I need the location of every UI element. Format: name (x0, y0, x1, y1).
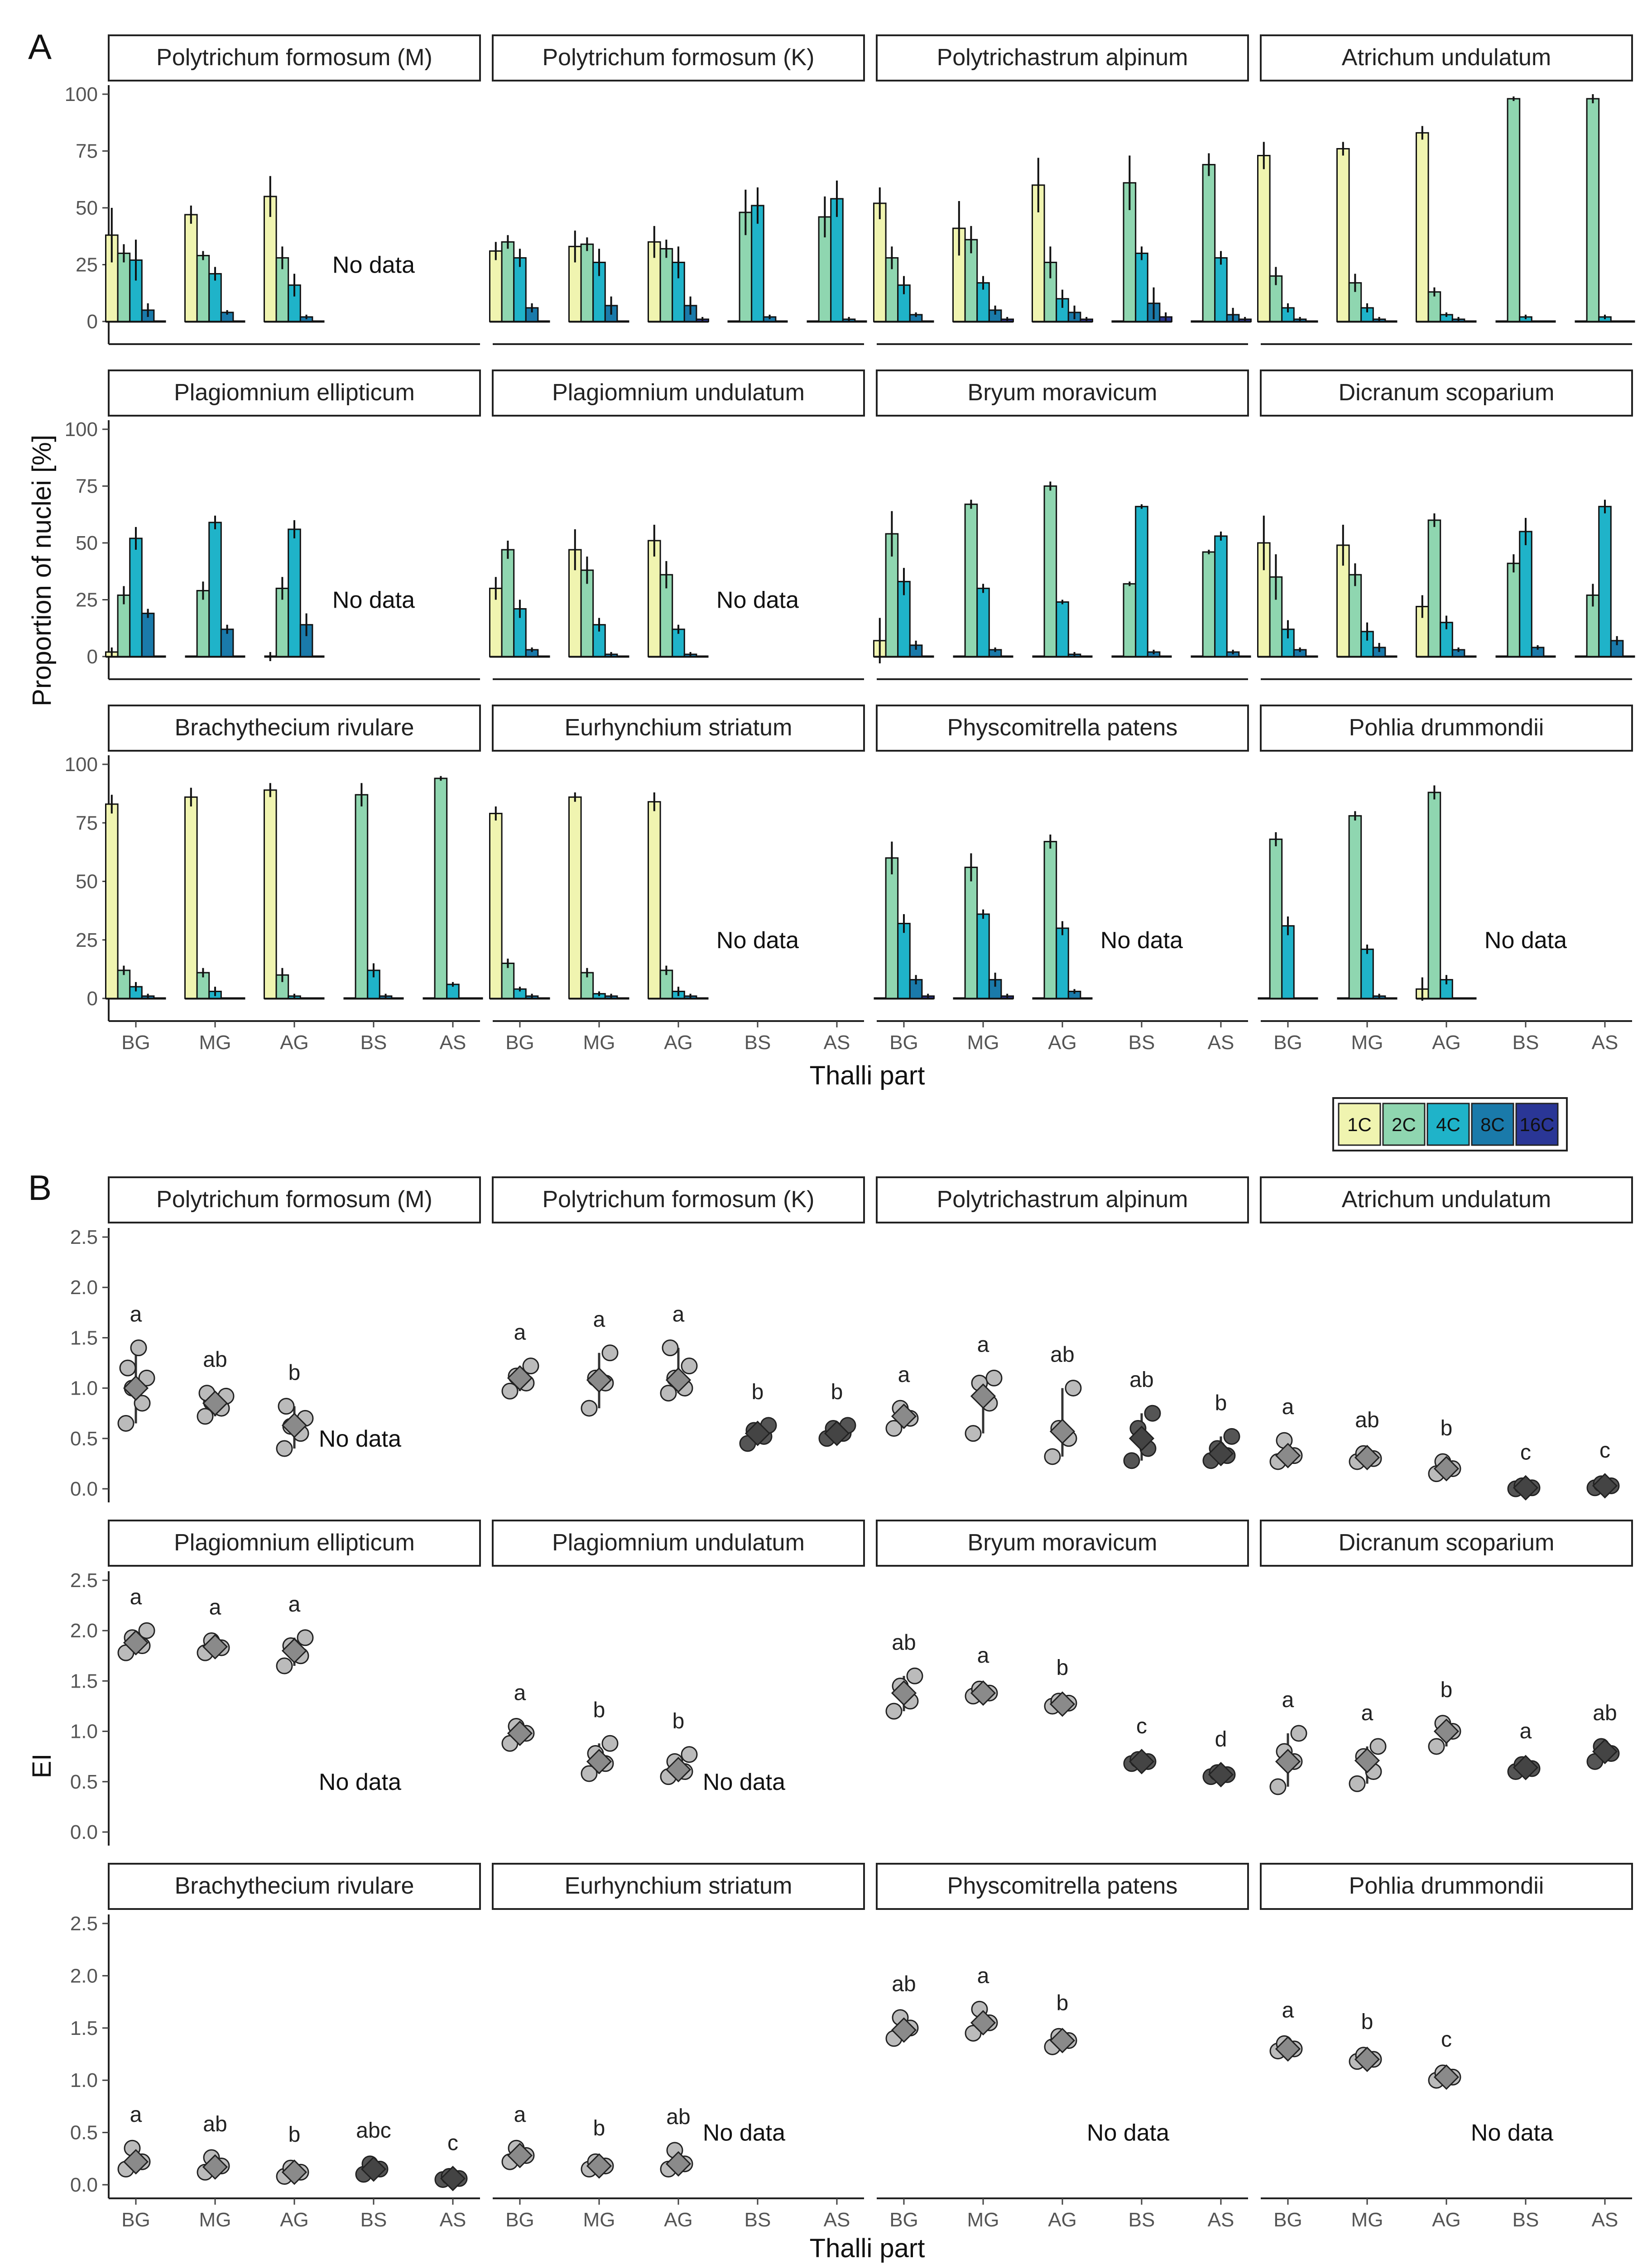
facet-a-1 (490, 35, 867, 344)
bar-1C-MG (1337, 149, 1349, 321)
x-tick-label: AS (439, 1031, 466, 1054)
data-point-MG (602, 1345, 618, 1361)
significance-letter: a (977, 1333, 989, 1357)
panel-b-y-axis-title: EI (27, 1753, 57, 1779)
data-point-AG (663, 1340, 678, 1356)
bar-2C-MG (581, 244, 593, 321)
significance-letter: b (593, 2116, 605, 2141)
facet-b-0 (70, 1177, 480, 1502)
legend-label-2C: 2C (1392, 1114, 1416, 1135)
facet-strip-title: Plagiomnium undulatum (552, 379, 805, 406)
facet-strip-title: Bryum moravicum (967, 1530, 1157, 1556)
significance-letter: b (1215, 1391, 1227, 1415)
x-tick-label: MG (583, 1031, 615, 1054)
significance-letter: a (977, 1964, 989, 1988)
y-tick-label: 100 (64, 418, 98, 441)
bar-2C-MG (197, 590, 209, 657)
significance-letter: ab (892, 1631, 916, 1655)
facet-a-11 (1258, 705, 1633, 1054)
facet-b-10 (877, 1864, 1248, 2231)
significance-letter: ab (1355, 1408, 1379, 1433)
facet-b-3 (1261, 1177, 1632, 1500)
bar-1C-MG (185, 215, 197, 321)
bar-2C-BG (502, 550, 514, 657)
facet-a-7 (1258, 370, 1635, 679)
facet-strip-title: Plagiomnium ellipticum (174, 379, 415, 406)
no-data-label: No data (1086, 2120, 1170, 2146)
y-tick-label: 75 (76, 140, 98, 163)
bar-1C-BG (490, 814, 502, 998)
significance-letter: a (977, 1644, 989, 1668)
y-tick-label: 1.5 (70, 2017, 98, 2039)
facet-strip-title: Polytrichum formosum (K) (542, 1186, 815, 1213)
significance-letter: b (751, 1380, 764, 1404)
bar-4C-MG (209, 523, 221, 657)
bar-4C-BS (1136, 507, 1148, 657)
significance-letter: b (288, 1361, 301, 1385)
bar-4C-AG (288, 529, 301, 657)
x-tick-label: MG (1351, 1031, 1383, 1054)
x-tick-label: BG (1273, 1031, 1302, 1054)
data-point-AS (1224, 1429, 1239, 1444)
significance-letter: b (1440, 1416, 1453, 1440)
x-tick-label: BG (121, 2209, 150, 2231)
no-data-label: No data (1484, 927, 1567, 954)
x-tick-label: AS (1207, 2209, 1234, 2231)
facet-b-11 (1261, 1864, 1632, 2231)
significance-letter: ab (203, 2112, 227, 2136)
no-data-label: No data (1100, 927, 1183, 954)
x-tick-label: AG (280, 2209, 309, 2231)
bar-2C-AS (1203, 165, 1215, 321)
facet-strip-title: Physcomitrella patens (947, 1873, 1178, 1899)
bar-4C-AS (1215, 536, 1227, 657)
significance-letter: abc (356, 2118, 391, 2143)
facet-a-5 (490, 370, 864, 679)
significance-letter: ab (1129, 1368, 1154, 1392)
y-tick-label: 2.5 (70, 1569, 98, 1592)
x-tick-label: AG (1048, 2209, 1077, 2231)
x-tick-label: AS (439, 2209, 466, 2231)
x-tick-label: BG (1273, 2209, 1302, 2231)
significance-letter: a (1282, 1998, 1294, 2023)
bar-2C-AG (1428, 792, 1441, 998)
bar-2C-AG (1428, 520, 1441, 657)
facet-strip-title: Physcomitrella patens (947, 715, 1178, 741)
legend-label-16C: 16C (1519, 1114, 1555, 1135)
x-tick-label: MG (1351, 2209, 1383, 2231)
data-point-AG (277, 1441, 292, 1456)
bar-4C-BG (514, 258, 526, 321)
y-tick-label: 0.0 (70, 1821, 98, 1843)
significance-letter: c (1520, 1440, 1531, 1465)
y-tick-label: 50 (76, 532, 98, 554)
no-data-label: No data (716, 927, 799, 954)
facet-b-9 (493, 1864, 864, 2231)
facet-strip-title: Polytrichum formosum (M) (156, 44, 432, 71)
data-point-AG (1045, 1449, 1060, 1464)
x-tick-label: AS (1591, 2209, 1618, 2231)
data-point-MG (965, 1426, 981, 1441)
x-tick-label: AS (823, 2209, 850, 2231)
x-tick-label: AS (823, 1031, 850, 1054)
significance-letter: a (130, 2103, 142, 2127)
panel-b-x-axis-title: Thalli part (809, 2234, 925, 2263)
data-point-MG (581, 1401, 597, 1416)
data-point-AG (682, 1747, 697, 1762)
data-point-MG (1370, 1739, 1386, 1754)
bar-4C-BG (130, 538, 142, 657)
bar-2C-AS (1587, 99, 1599, 321)
bar-2C-MG (1349, 816, 1361, 998)
significance-letter: c (447, 2131, 458, 2155)
bar-2C-MG (965, 867, 977, 998)
significance-letter: c (1136, 1714, 1147, 1738)
facet-strip-title: Dicranum scoparium (1338, 1530, 1555, 1556)
significance-letter: a (514, 1681, 526, 1705)
y-tick-label: 25 (76, 929, 98, 951)
x-tick-label: BG (889, 2209, 918, 2231)
facet-strip-title: Bryum moravicum (967, 379, 1157, 406)
significance-letter: a (130, 1585, 142, 1610)
facet-b-7 (1261, 1521, 1632, 1794)
facet-strip-title: Brachythecium rivulare (174, 1873, 414, 1899)
facet-strip-title: Eurhynchium striatum (564, 715, 792, 741)
significance-letter: a (514, 2103, 526, 2127)
y-tick-label: 1.5 (70, 1670, 98, 1693)
panel-a-label: A (28, 27, 52, 67)
significance-letter: a (1519, 1719, 1532, 1743)
y-tick-label: 1.0 (70, 2069, 98, 2092)
facet-strip-title: Plagiomnium ellipticum (174, 1530, 415, 1556)
bar-2C-MG (1349, 575, 1361, 657)
no-data-label: No data (1470, 2120, 1554, 2146)
data-point-BG (120, 1360, 135, 1376)
y-tick-label: 75 (76, 475, 98, 498)
bar-1C-AG (1417, 133, 1429, 321)
data-point-BG (131, 1340, 146, 1356)
significance-letter: ab (1050, 1343, 1075, 1367)
significance-letter: a (288, 1592, 301, 1616)
bar-8C-BG (142, 614, 154, 657)
bar-2C-BG (502, 242, 514, 321)
facet-a-8 (65, 705, 483, 1054)
data-point-BG (907, 1668, 922, 1684)
bar-2C-MG (965, 504, 977, 657)
data-point-BG (1270, 1779, 1286, 1794)
bar-2C-AG (1044, 486, 1057, 657)
y-tick-label: 0 (86, 646, 98, 668)
bar-4C-AG (1057, 602, 1069, 657)
y-tick-label: 0.0 (70, 1478, 98, 1500)
facet-strip-title: Polytrichum formosum (K) (542, 44, 815, 71)
bar-4C-BS (1136, 253, 1148, 321)
y-tick-label: 0.5 (70, 1770, 98, 1793)
y-tick-label: 2.5 (70, 1226, 98, 1248)
data-point-MG (986, 1370, 1002, 1386)
significance-letter: a (593, 1307, 605, 1332)
bar-4C-AS (831, 199, 843, 321)
y-tick-label: 2.5 (70, 1913, 98, 1935)
data-point-AG (682, 1358, 697, 1374)
x-tick-label: BG (121, 1031, 150, 1054)
bar-2C-AG (660, 249, 672, 321)
significance-letter: a (1361, 1701, 1373, 1725)
bar-1C-AG (648, 802, 661, 998)
bar-4C-BG (898, 924, 910, 998)
y-tick-label: 100 (64, 753, 98, 776)
significance-letter: b (1056, 1991, 1069, 2015)
y-tick-label: 75 (76, 812, 98, 835)
bar-1C-MG (185, 797, 197, 998)
y-tick-label: 1.5 (70, 1327, 98, 1349)
facet-strip-title: Atrichum undulatum (1341, 44, 1551, 71)
facet-a-4 (65, 370, 480, 679)
data-point-BS (1124, 1453, 1139, 1468)
facet-strip-title: Plagiomnium undulatum (552, 1530, 805, 1556)
bar-4C-AS (1215, 258, 1227, 321)
data-point-AG (277, 1658, 292, 1674)
y-tick-label: 0 (86, 988, 98, 1010)
y-tick-label: 25 (76, 254, 98, 276)
y-tick-label: 1.0 (70, 1377, 98, 1400)
y-tick-label: 2.0 (70, 1965, 98, 1987)
significance-letter: b (288, 2123, 301, 2147)
significance-letter: ab (1593, 1701, 1617, 1725)
facet-a-10 (874, 705, 1249, 1054)
data-point-BG (1291, 1726, 1306, 1741)
bar-4C-BS (1520, 532, 1532, 657)
bar-4C-MG (209, 274, 221, 321)
x-tick-label: AG (1048, 1031, 1077, 1054)
panel-b-label: B (28, 1168, 52, 1208)
significance-letter: ab (203, 1348, 227, 1372)
bar-4C-MG (1361, 949, 1373, 998)
significance-letter: a (672, 1302, 685, 1327)
x-tick-label: BS (1512, 1031, 1539, 1054)
panel-b-plots (70, 1177, 1632, 2231)
facet-a-0 (65, 35, 480, 344)
facet-strip-title: Polytrichastrum alpinum (936, 1186, 1188, 1213)
data-point-AG (279, 1399, 294, 1414)
no-data-label: No data (318, 1425, 402, 1452)
significance-letter: a (209, 1595, 221, 1620)
facet-strip-title: Polytrichastrum alpinum (936, 44, 1188, 71)
x-tick-label: BG (505, 1031, 534, 1054)
bar-1C-BG (1258, 156, 1270, 321)
bar-2C-MG (197, 255, 209, 321)
x-tick-label: AG (664, 1031, 693, 1054)
data-point-AG (298, 1630, 313, 1645)
legend-label-4C: 4C (1436, 1114, 1460, 1135)
x-tick-label: BS (1512, 2209, 1539, 2231)
significance-letter: a (130, 1302, 142, 1327)
bar-4C-AS (1599, 507, 1611, 657)
data-point-BG (118, 1415, 134, 1431)
panel-a-y-axis-title: Proportion of nuclei [%] (27, 435, 57, 706)
facet-b-8 (70, 1864, 480, 2231)
bar-1C-AG (264, 790, 277, 998)
y-tick-label: 0.5 (70, 1427, 98, 1450)
significance-letter: a (1282, 1688, 1294, 1712)
facet-b-4 (70, 1521, 480, 1846)
x-tick-label: BG (889, 1031, 918, 1054)
significance-letter: ab (666, 2105, 691, 2129)
bar-4C-MG (977, 588, 989, 657)
significance-letter: d (1215, 1727, 1227, 1751)
x-tick-label: AG (664, 2209, 693, 2231)
significance-letter: b (1056, 1655, 1069, 1680)
facet-a-9 (490, 705, 864, 1054)
facet-b-5 (493, 1521, 864, 1795)
x-tick-label: MG (583, 2209, 615, 2231)
facet-b-1 (493, 1177, 864, 1451)
x-tick-label: BS (744, 2209, 771, 2231)
data-point-AG (1429, 1739, 1444, 1754)
x-tick-label: MG (967, 1031, 999, 1054)
no-data-label: No data (716, 587, 799, 614)
bar-1C-BG (874, 203, 886, 321)
panel-a-x-axis-title: Thalli part (809, 1061, 925, 1090)
bar-2C-AS (435, 778, 447, 998)
y-tick-label: 50 (76, 870, 98, 893)
x-tick-label: BS (360, 1031, 387, 1054)
data-point-AG (1066, 1381, 1081, 1396)
data-point-BS (1145, 1405, 1160, 1421)
bar-2C-BG (118, 595, 130, 657)
no-data-label: No data (318, 1769, 402, 1795)
x-tick-label: BG (505, 2209, 534, 2231)
facet-a-2 (874, 35, 1251, 344)
x-tick-label: MG (199, 2209, 231, 2231)
y-tick-label: 25 (76, 589, 98, 611)
bar-2C-BG (118, 253, 130, 321)
x-tick-label: BS (1128, 2209, 1155, 2231)
panel-a-plots (65, 35, 1635, 1054)
bar-2C-BS (1508, 99, 1520, 321)
significance-letter: b (831, 1380, 843, 1404)
bar-4C-BG (1282, 926, 1294, 998)
bar-2C-BS (1124, 584, 1136, 657)
bar-2C-AS (1203, 552, 1215, 657)
facet-strip-title: Dicranum scoparium (1338, 379, 1555, 406)
facet-strip-title: Brachythecium rivulare (174, 715, 414, 741)
y-tick-label: 1.0 (70, 1720, 98, 1743)
x-tick-label: AS (1207, 1031, 1234, 1054)
panel-a-legend (1333, 1098, 1567, 1151)
significance-letter: b (1361, 2010, 1373, 2034)
x-tick-label: MG (199, 1031, 231, 1054)
bar-1C-AG (648, 541, 661, 657)
y-tick-label: 100 (64, 83, 98, 106)
data-point-MG (1349, 1776, 1365, 1791)
facet-strip-title: Eurhynchium striatum (564, 1873, 792, 1899)
facet-b-6 (877, 1521, 1248, 1786)
no-data-label: No data (702, 2120, 786, 2146)
facet-strip-title: Pohlia drummondii (1349, 715, 1544, 741)
facet-strip-title: Polytrichum formosum (M) (156, 1186, 432, 1213)
bar-1C-MG (569, 797, 581, 998)
facet-strip-title: Pohlia drummondii (1349, 1873, 1544, 1899)
x-tick-label: BS (744, 1031, 771, 1054)
bar-2C-BG (1270, 839, 1282, 998)
bar-2C-BG (502, 963, 514, 998)
bar-4C-AG (1057, 928, 1069, 998)
y-tick-label: 0.0 (70, 2174, 98, 2196)
bar-2C-BS (355, 795, 368, 998)
bar-2C-AG (1044, 842, 1057, 998)
bar-1C-BG (106, 804, 118, 998)
y-tick-label: 2.0 (70, 1620, 98, 1642)
facet-a-6 (874, 370, 1251, 679)
bar-4C-MG (977, 914, 989, 998)
facet-strip-title: Atrichum undulatum (1341, 1186, 1551, 1213)
x-tick-label: BS (360, 2209, 387, 2231)
y-tick-label: 2.0 (70, 1276, 98, 1299)
bar-2C-BG (886, 858, 898, 998)
x-tick-label: AG (1432, 1031, 1461, 1054)
bar-1C-BG (490, 251, 502, 321)
significance-letter: c (1599, 1438, 1610, 1463)
x-tick-label: MG (967, 2209, 999, 2231)
x-tick-label: AG (280, 1031, 309, 1054)
significance-letter: c (1441, 2028, 1452, 2052)
no-data-label: No data (702, 1769, 786, 1795)
x-tick-label: BS (1128, 1031, 1155, 1054)
significance-letter: b (593, 1698, 605, 1722)
legend-label-1C: 1C (1347, 1114, 1372, 1135)
y-tick-label: 0 (86, 311, 98, 333)
bar-2C-BS (1508, 563, 1520, 657)
significance-letter: ab (892, 1972, 916, 1996)
facet-b-2 (877, 1177, 1248, 1468)
y-tick-label: 0.5 (70, 2121, 98, 2144)
significance-letter: a (514, 1320, 526, 1345)
y-tick-label: 50 (76, 197, 98, 219)
no-data-label: No data (332, 252, 415, 278)
no-data-label: No data (332, 587, 415, 614)
x-tick-label: AS (1591, 1031, 1618, 1054)
legend-label-8C: 8C (1480, 1114, 1505, 1135)
significance-letter: a (898, 1363, 910, 1387)
facet-a-3 (1258, 35, 1635, 344)
significance-letter: b (1440, 1678, 1453, 1702)
data-point-BG (886, 1703, 902, 1719)
data-point-MG (602, 1736, 618, 1751)
significance-letter: b (672, 1709, 685, 1733)
x-tick-label: AG (1432, 2209, 1461, 2231)
significance-letter: a (1282, 1395, 1294, 1420)
